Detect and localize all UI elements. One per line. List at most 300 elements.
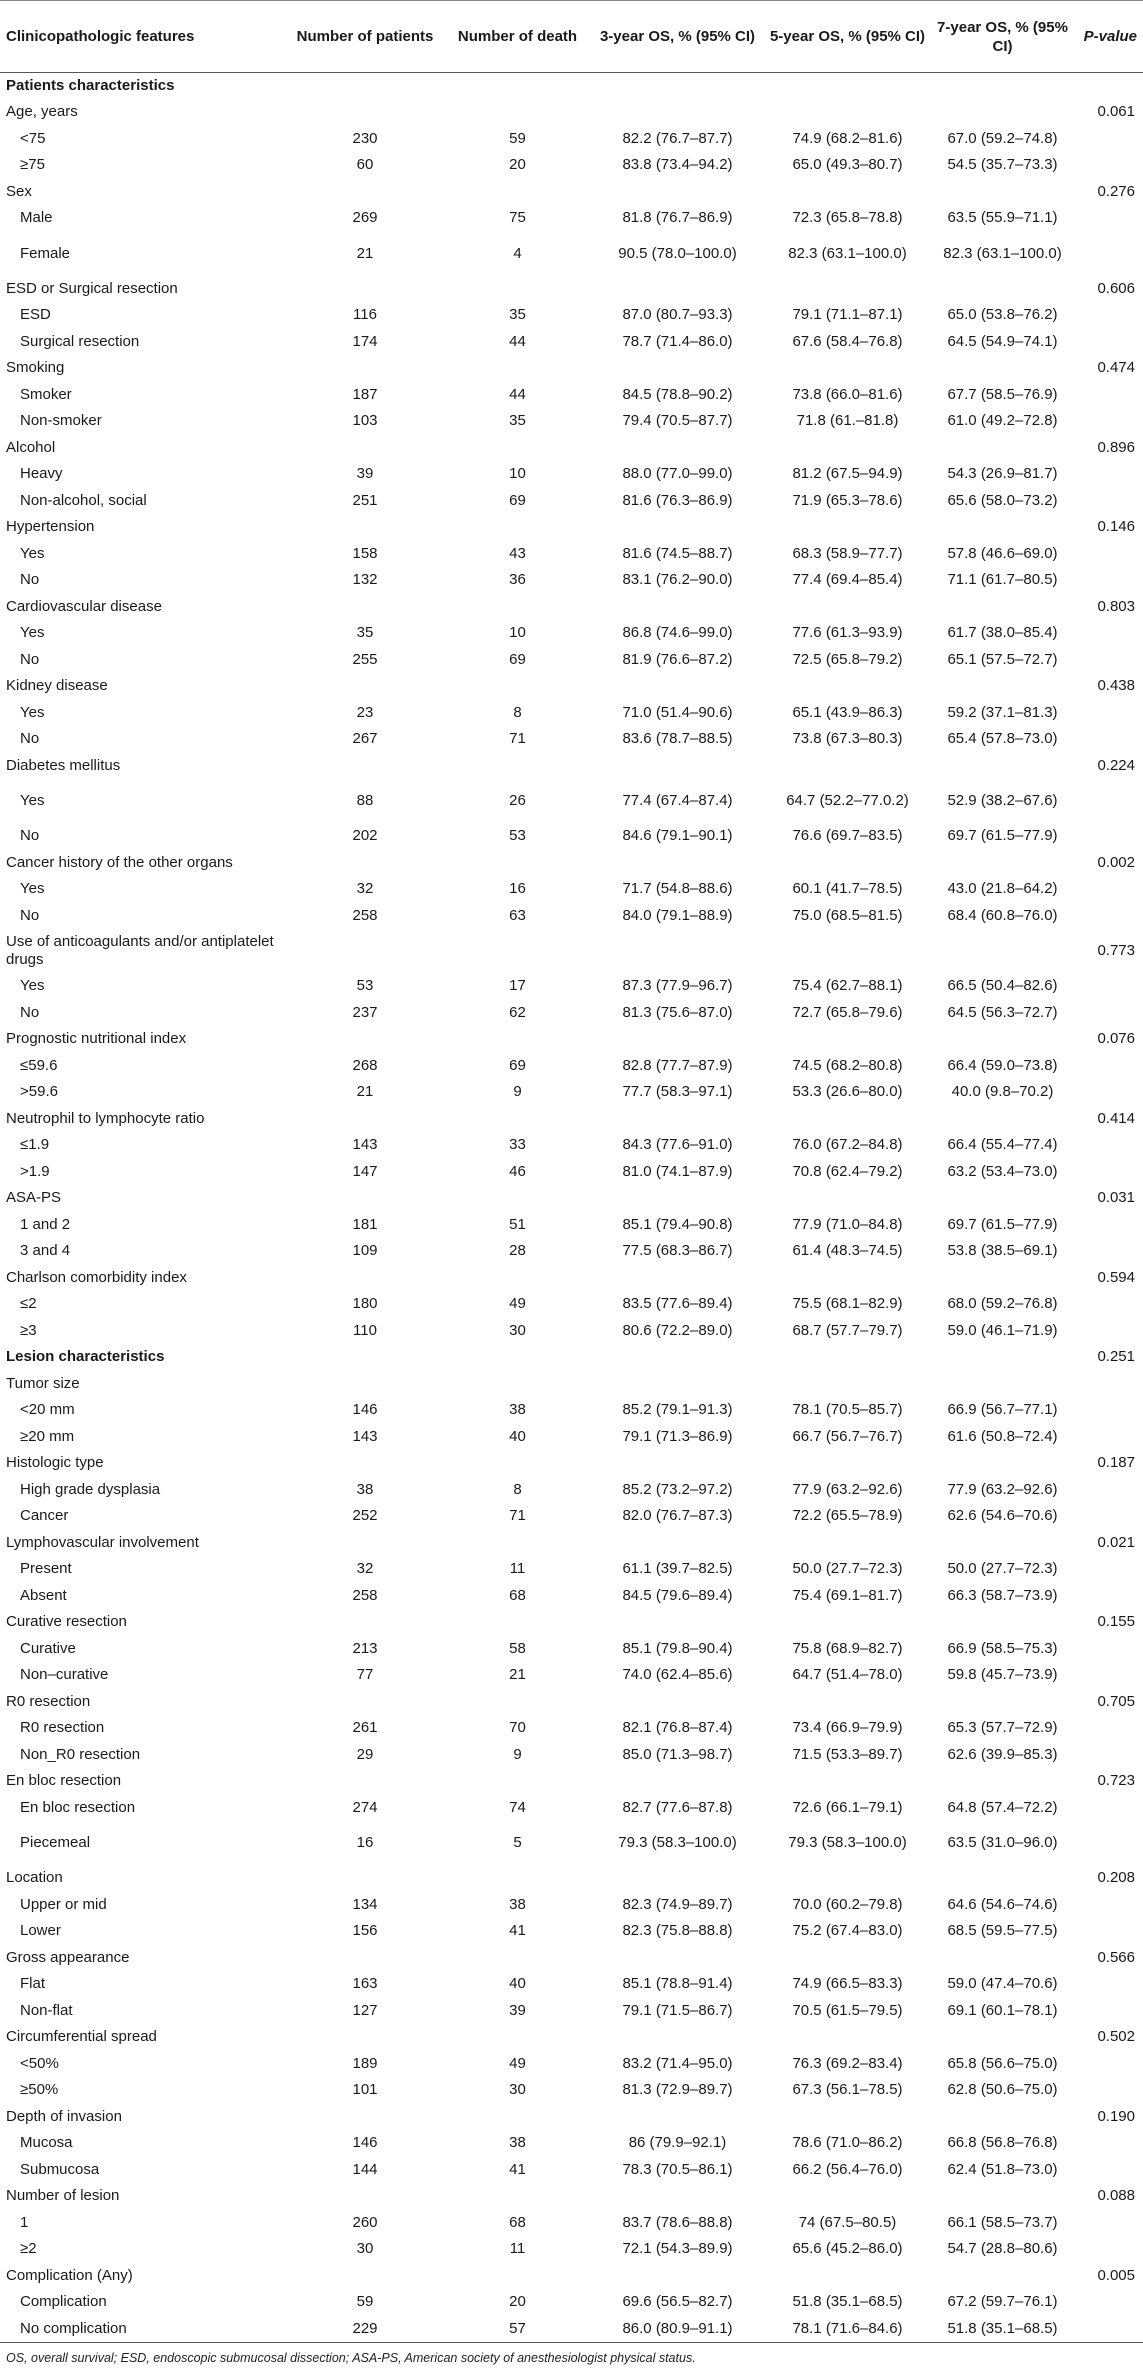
pvalue-cell — [1075, 152, 1143, 179]
patients-cell: 251 — [352, 491, 378, 509]
table-row — [0, 726, 1143, 753]
os3-cell: 85.1 (79.8–90.4) — [622, 1639, 733, 1657]
feature-cell: Cancer history of the other organs — [6, 853, 233, 871]
table-row — [0, 1918, 1143, 1945]
os7-cell — [930, 99, 1075, 126]
os5-cell: 71.5 (53.3–89.7) — [792, 1745, 903, 1763]
patients-cell — [285, 1768, 445, 1795]
pvalue-cell — [1075, 823, 1143, 850]
pvalue-cell: 0.031 — [1097, 1189, 1135, 1207]
feature-cell: ASA-PS — [6, 1189, 62, 1207]
os5-cell — [765, 276, 930, 303]
deaths-cell: 26 — [509, 792, 526, 809]
patients-cell: 116 — [353, 306, 377, 324]
os7-cell: 43.0 (21.8–64.2) — [947, 880, 1058, 898]
feature-cell: Gross appearance — [6, 1948, 130, 1966]
feature-cell: Number of lesion — [6, 2187, 120, 2205]
section-row — [0, 73, 1143, 100]
pvalue-cell — [1075, 2289, 1143, 2316]
variable-row — [0, 1530, 1143, 1557]
os7-cell: 50.0 (27.7–72.3) — [947, 1560, 1058, 1578]
os5-cell: 75.0 (68.5–81.5) — [792, 906, 903, 924]
os5-cell — [765, 673, 930, 700]
patients-cell: 147 — [352, 1162, 378, 1180]
deaths-cell: 11 — [509, 2240, 526, 2258]
patients-cell: 132 — [352, 571, 378, 589]
patients-cell: 261 — [352, 1719, 378, 1737]
feature-cell: <75 — [20, 129, 46, 147]
table-row — [0, 1556, 1143, 1583]
os3-cell: 85.1 (79.4–90.8) — [622, 1215, 733, 1233]
pvalue-cell: 0.021 — [1097, 1533, 1135, 1551]
deaths-cell: 35 — [509, 306, 526, 324]
os5-cell — [765, 1344, 930, 1371]
pvalue-cell: 0.005 — [1097, 2266, 1135, 2284]
deaths-cell — [445, 514, 590, 541]
deaths-cell: 9 — [513, 1745, 522, 1763]
table-row — [0, 1503, 1143, 1530]
pvalue-cell — [1075, 2157, 1143, 2184]
pvalue-cell: 0.723 — [1097, 1772, 1135, 1790]
patients-cell: 134 — [352, 1895, 378, 1913]
variable-row — [0, 1450, 1143, 1477]
deaths-cell — [445, 1185, 590, 1212]
os7-cell: 59.8 (45.7–73.9) — [947, 1666, 1058, 1684]
feature-cell: Complication — [20, 2293, 107, 2311]
os7-cell: 59.2 (37.1–81.3) — [947, 703, 1058, 721]
table-row — [0, 2316, 1143, 2343]
pvalue-cell: 0.566 — [1097, 1948, 1135, 1966]
pvalue-cell — [1075, 1662, 1143, 1689]
os7-cell: 51.8 (35.1–68.5) — [930, 2316, 1075, 2343]
os3-cell: 82.7 (77.6–87.8) — [622, 1798, 733, 1816]
os5-cell: 77.6 (61.3–93.9) — [792, 624, 903, 642]
table-row — [0, 382, 1143, 409]
patients-cell — [285, 2263, 445, 2290]
patients-cell: 213 — [352, 1639, 378, 1657]
os5-cell — [765, 355, 930, 382]
os3-cell: 85.2 (73.2–97.2) — [622, 1480, 733, 1498]
os5-cell — [765, 753, 930, 780]
feature-cell: No — [20, 730, 40, 748]
table-row — [0, 541, 1143, 568]
os7-cell: 65.4 (57.8–73.0) — [947, 730, 1058, 748]
pvalue-cell — [1075, 232, 1143, 276]
variable-row — [0, 1865, 1143, 1892]
table-row — [0, 1053, 1143, 1080]
variable-row — [0, 2183, 1143, 2210]
pvalue-cell: 0.002 — [1097, 853, 1135, 871]
feature-cell: Non-smoker — [20, 412, 102, 430]
table-row — [0, 1662, 1143, 1689]
feature-cell: Age, years — [6, 103, 78, 121]
feature-cell: 1 — [20, 2213, 29, 2231]
os3-cell: 87.3 (77.9–96.7) — [622, 977, 733, 995]
patients-cell: 174 — [352, 332, 378, 350]
os5-cell — [765, 2104, 930, 2131]
patients-cell: 163 — [352, 1975, 378, 1993]
section-row — [0, 1344, 1143, 1371]
patients-cell: 23 — [356, 703, 374, 721]
deaths-cell — [445, 355, 590, 382]
feature-cell: ESD — [20, 306, 51, 324]
deaths-cell: 68 — [509, 2213, 526, 2231]
os7-cell: 40.0 (9.8–70.2) — [951, 1083, 1054, 1101]
os3-cell: 83.7 (78.6–88.8) — [622, 2213, 733, 2231]
deaths-cell: 8 — [513, 703, 522, 721]
os7-cell — [930, 276, 1075, 303]
os5-cell: 74 (67.5–80.5) — [798, 2213, 897, 2231]
os7-cell: 68.5 (59.5–77.5) — [947, 1922, 1058, 1940]
os5-cell — [765, 73, 930, 100]
os3-cell — [590, 1609, 765, 1636]
patients-cell: 16 — [356, 1834, 374, 1851]
variable-row — [0, 2263, 1143, 2290]
deaths-cell — [445, 929, 590, 973]
os7-cell: 59.0 (47.4–70.6) — [947, 1975, 1058, 1993]
deaths-cell: 58 — [509, 1639, 526, 1657]
variable-row — [0, 1026, 1143, 1053]
deaths-cell — [445, 1371, 590, 1398]
variable-row — [0, 1609, 1143, 1636]
os7-cell: 65.6 (58.0–73.2) — [947, 491, 1058, 509]
patients-cell — [285, 1689, 445, 1716]
patients-cell — [285, 1185, 445, 1212]
os5-cell — [765, 1450, 930, 1477]
deaths-cell: 51 — [509, 1215, 526, 1233]
os5-cell: 74.9 (68.2–81.6) — [792, 129, 903, 147]
feature-cell: Non–curative — [20, 1666, 109, 1684]
table-row — [0, 1715, 1143, 1742]
os3-cell: 79.1 (71.5–86.7) — [622, 2001, 733, 2019]
os7-cell — [930, 1265, 1075, 1292]
feature-cell: Cancer — [20, 1507, 69, 1525]
os5-cell: 61.4 (48.3–74.5) — [792, 1242, 903, 1260]
variable-row — [0, 276, 1143, 303]
os3-cell: 81.9 (76.6–87.2) — [622, 650, 733, 668]
table-row — [0, 700, 1143, 727]
deaths-cell: 8 — [513, 1480, 522, 1498]
os3-cell — [590, 673, 765, 700]
deaths-cell — [445, 99, 590, 126]
patients-cell — [285, 179, 445, 206]
os7-cell — [930, 73, 1075, 100]
os5-cell: 72.3 (65.8–78.8) — [792, 209, 903, 227]
feature-cell: Lesion characteristics — [6, 1348, 165, 1366]
deaths-cell: 69 — [509, 491, 526, 509]
feature-cell: <50% — [20, 2054, 59, 2072]
pvalue-cell — [1075, 1053, 1143, 1080]
patients-cell: 146 — [352, 1401, 378, 1419]
os3-cell — [590, 99, 765, 126]
pvalue-cell — [1075, 1971, 1143, 1998]
table-row — [0, 2077, 1143, 2104]
feature-cell: Smoker — [20, 385, 72, 403]
feature-cell: Flat — [20, 1975, 46, 1993]
deaths-cell — [445, 1450, 590, 1477]
os7-cell — [930, 435, 1075, 462]
feature-cell: ≥50% — [20, 2081, 59, 2099]
feature-cell: Circumferential spread — [6, 2028, 157, 2046]
os3-cell: 83.2 (71.4–95.0) — [622, 2054, 733, 2072]
deaths-cell: 39 — [509, 2001, 526, 2019]
pvalue-cell — [1075, 1503, 1143, 1530]
feature-cell: Heavy — [20, 465, 63, 483]
pvalue-cell — [1075, 1238, 1143, 1265]
os5-cell: 77.4 (69.4–85.4) — [792, 571, 903, 589]
feature-cell: Sex — [6, 182, 32, 200]
patients-cell — [285, 1026, 445, 1053]
header-deaths: Number of death — [445, 1, 590, 73]
os3-cell — [590, 1530, 765, 1557]
os7-cell: 66.9 (58.5–75.3) — [947, 1639, 1058, 1657]
os3-cell: 71.7 (54.8–88.6) — [622, 880, 733, 898]
os7-cell: 63.5 (31.0–96.0) — [947, 1834, 1058, 1851]
pvalue-cell — [1075, 1795, 1143, 1822]
os7-cell — [930, 2183, 1075, 2210]
patients-cell: 187 — [352, 385, 378, 403]
feature-cell: ≥75 — [20, 156, 45, 174]
deaths-cell: 11 — [509, 1560, 526, 1578]
header-pvalue: P-value — [1075, 1, 1143, 73]
patients-cell: 143 — [352, 1136, 378, 1154]
os5-cell: 70.5 (61.5–79.5) — [792, 2001, 903, 2019]
os7-cell — [930, 673, 1075, 700]
os3-cell: 83.6 (78.7–88.5) — [622, 730, 733, 748]
os3-cell: 82.1 (76.8–87.4) — [622, 1719, 733, 1737]
os3-cell: 72.1 (54.3–89.9) — [622, 2240, 733, 2258]
pvalue-cell — [1075, 1000, 1143, 1027]
os3-cell: 79.3 (58.3–100.0) — [618, 1834, 737, 1851]
deaths-cell: 28 — [509, 1242, 526, 1260]
table-row — [0, 329, 1143, 356]
os5-cell — [765, 1185, 930, 1212]
variable-row — [0, 1768, 1143, 1795]
deaths-cell: 35 — [509, 412, 526, 430]
variable-row — [0, 179, 1143, 206]
patients-cell: 32 — [356, 880, 374, 898]
feature-cell: <20 mm — [20, 1401, 75, 1419]
feature-cell: Alcohol — [6, 438, 56, 456]
os7-cell — [930, 514, 1075, 541]
os3-cell — [590, 1768, 765, 1795]
feature-cell: ≤59.6 — [20, 1056, 58, 1074]
os7-cell — [930, 1865, 1075, 1892]
table-row — [0, 823, 1143, 850]
patients-cell — [285, 1865, 445, 1892]
os5-cell: 72.6 (66.1–79.1) — [792, 1798, 903, 1816]
patients-cell: 229 — [285, 2316, 445, 2343]
os3-cell — [590, 1265, 765, 1292]
pvalue-cell: 0.208 — [1097, 1869, 1135, 1887]
os3-cell: 83.1 (76.2–90.0) — [622, 571, 733, 589]
pvalue-cell — [1075, 1424, 1143, 1451]
pvalue-cell — [1075, 903, 1143, 930]
feature-cell: Yes — [20, 624, 45, 642]
variable-row — [0, 2024, 1143, 2051]
deaths-cell: 36 — [509, 571, 526, 589]
variable-row — [0, 594, 1143, 621]
pvalue-cell: 0.224 — [1097, 756, 1135, 774]
variable-row — [0, 99, 1143, 126]
os3-cell — [590, 179, 765, 206]
os5-cell — [765, 1026, 930, 1053]
pvalue-cell — [1075, 541, 1143, 568]
deaths-cell — [445, 73, 590, 100]
pvalue-cell — [1075, 1132, 1143, 1159]
os7-cell: 67.0 (59.2–74.8) — [947, 129, 1058, 147]
os3-cell: 81.3 (72.9–89.7) — [622, 2081, 733, 2099]
feature-cell: Submucosa — [20, 2160, 100, 2178]
os7-cell — [930, 1371, 1075, 1398]
table-row — [0, 152, 1143, 179]
pvalue-cell: 0.146 — [1097, 518, 1135, 536]
pvalue-cell: 0.155 — [1097, 1613, 1135, 1631]
variable-row — [0, 1689, 1143, 1716]
deaths-cell: 44 — [509, 332, 526, 350]
os5-cell: 70.0 (60.2–79.8) — [792, 1895, 903, 1913]
table-row — [0, 1583, 1143, 1610]
variable-row — [0, 673, 1143, 700]
pvalue-cell — [1075, 1583, 1143, 1610]
header-os3: 3-year OS, % (95% CI) — [590, 1, 765, 73]
feature-cell: Surgical resection — [20, 332, 140, 350]
patients-cell: 60 — [356, 156, 374, 174]
deaths-cell: 33 — [509, 1136, 526, 1154]
patients-cell — [285, 2104, 445, 2131]
deaths-cell — [445, 850, 590, 877]
os3-cell — [590, 594, 765, 621]
os5-cell — [765, 179, 930, 206]
pvalue-cell — [1075, 126, 1143, 153]
feature-cell: Non-alcohol, social — [20, 491, 147, 509]
table-row — [0, 1477, 1143, 1504]
pvalue-cell: 0.438 — [1097, 677, 1135, 695]
patients-cell: 267 — [352, 730, 378, 748]
table-row — [0, 488, 1143, 515]
os7-cell: 69.7 (61.5–77.9) — [947, 1215, 1058, 1233]
os3-cell: 81.6 (76.3–86.9) — [622, 491, 733, 509]
pvalue-cell: 0.474 — [1097, 359, 1135, 377]
os7-cell: 62.6 (39.9–85.3) — [947, 1745, 1058, 1763]
variable-row — [0, 355, 1143, 382]
table-row — [0, 1998, 1143, 2025]
os7-cell: 64.6 (54.6–74.6) — [947, 1895, 1058, 1913]
os7-cell: 52.9 (38.2–67.6) — [947, 792, 1058, 809]
os7-cell: 66.8 (56.8–76.8) — [947, 2134, 1058, 2152]
patients-cell — [285, 355, 445, 382]
patients-cell: 237 — [352, 1003, 378, 1021]
deaths-cell — [445, 179, 590, 206]
deaths-cell: 62 — [509, 1003, 526, 1021]
pvalue-cell — [1075, 700, 1143, 727]
pvalue-cell: 0.190 — [1097, 2107, 1135, 2125]
os3-cell: 71.0 (51.4–90.6) — [622, 703, 733, 721]
header-os5: 5-year OS, % (95% CI) — [765, 1, 930, 73]
os7-cell: 61.6 (50.8–72.4) — [947, 1427, 1058, 1445]
deaths-cell: 40 — [509, 1427, 526, 1445]
deaths-cell: 10 — [509, 465, 526, 483]
feature-cell: No — [20, 906, 40, 924]
pvalue-cell — [1075, 1371, 1143, 1398]
os7-cell — [930, 1689, 1075, 1716]
patients-cell — [285, 1106, 445, 1133]
os3-cell: 69.6 (56.5–82.7) — [622, 2293, 733, 2311]
feature-cell: 1 and 2 — [20, 1215, 71, 1233]
feature-cell: Complication (Any) — [6, 2266, 133, 2284]
pvalue-cell — [1075, 2210, 1143, 2237]
patients-cell: 88 — [356, 792, 374, 809]
variable-row — [0, 2104, 1143, 2131]
os3-cell: 85.0 (71.3–98.7) — [622, 1745, 733, 1763]
table-body — [0, 73, 1143, 2343]
os5-cell: 78.1 (71.6–84.6) — [765, 2316, 930, 2343]
deaths-cell: 63 — [509, 906, 526, 924]
pvalue-cell: 0.594 — [1097, 1268, 1135, 1286]
patients-cell: 53 — [356, 977, 374, 995]
deaths-cell: 16 — [509, 880, 526, 898]
os5-cell: 50.0 (27.7–72.3) — [792, 1560, 903, 1578]
deaths-cell: 49 — [509, 2054, 526, 2072]
patients-cell — [285, 1265, 445, 1292]
feature-cell: Yes — [20, 703, 45, 721]
patients-cell: 109 — [352, 1242, 378, 1260]
pvalue-cell: 0.088 — [1097, 2187, 1135, 2205]
patients-cell — [285, 1530, 445, 1557]
deaths-cell — [445, 2024, 590, 2051]
os3-cell — [590, 2024, 765, 2051]
deaths-cell — [445, 276, 590, 303]
deaths-cell — [445, 1106, 590, 1133]
table-row — [0, 1971, 1143, 1998]
os7-cell: 69.7 (61.5–77.9) — [947, 827, 1058, 845]
table-row — [0, 1291, 1143, 1318]
os7-cell — [930, 1344, 1075, 1371]
pvalue-cell: 0.276 — [1097, 182, 1135, 200]
patients-cell: 144 — [352, 2160, 378, 2178]
pvalue-cell — [1075, 567, 1143, 594]
pvalue-cell — [1075, 1892, 1143, 1919]
deaths-cell: 20 — [509, 156, 526, 174]
os3-cell — [590, 1689, 765, 1716]
table-row — [0, 1821, 1143, 1865]
os3-cell — [590, 2104, 765, 2131]
patients-cell — [285, 1609, 445, 1636]
patients-cell — [285, 594, 445, 621]
os5-cell: 78.1 (70.5–85.7) — [792, 1401, 903, 1419]
pvalue-cell — [1075, 2316, 1143, 2343]
feature-cell: Use of anticoagulants and/or antiplatelet drugs — [6, 933, 274, 968]
feature-cell: Yes — [20, 544, 45, 562]
os5-cell: 68.3 (58.9–77.7) — [792, 544, 903, 562]
deaths-cell — [445, 753, 590, 780]
os5-cell: 75.2 (67.4–83.0) — [792, 1922, 903, 1940]
table-row — [0, 1212, 1143, 1239]
os7-cell — [930, 753, 1075, 780]
os7-cell — [930, 1945, 1075, 1972]
feature-cell: Tumor size — [6, 1374, 80, 1392]
os5-cell: 73.8 (67.3–80.3) — [792, 730, 903, 748]
table-row — [0, 1742, 1143, 1769]
os5-cell: 53.3 (26.6–80.0) — [792, 1083, 903, 1101]
table-row — [0, 2157, 1143, 2184]
os7-cell — [930, 355, 1075, 382]
os5-cell: 74.9 (66.5–83.3) — [792, 1975, 903, 1993]
variable-row — [0, 1106, 1143, 1133]
pvalue-cell: 0.076 — [1097, 1030, 1135, 1048]
os3-cell: 80.6 (72.2–89.0) — [622, 1321, 733, 1339]
feature-cell: Histologic type — [6, 1454, 104, 1472]
